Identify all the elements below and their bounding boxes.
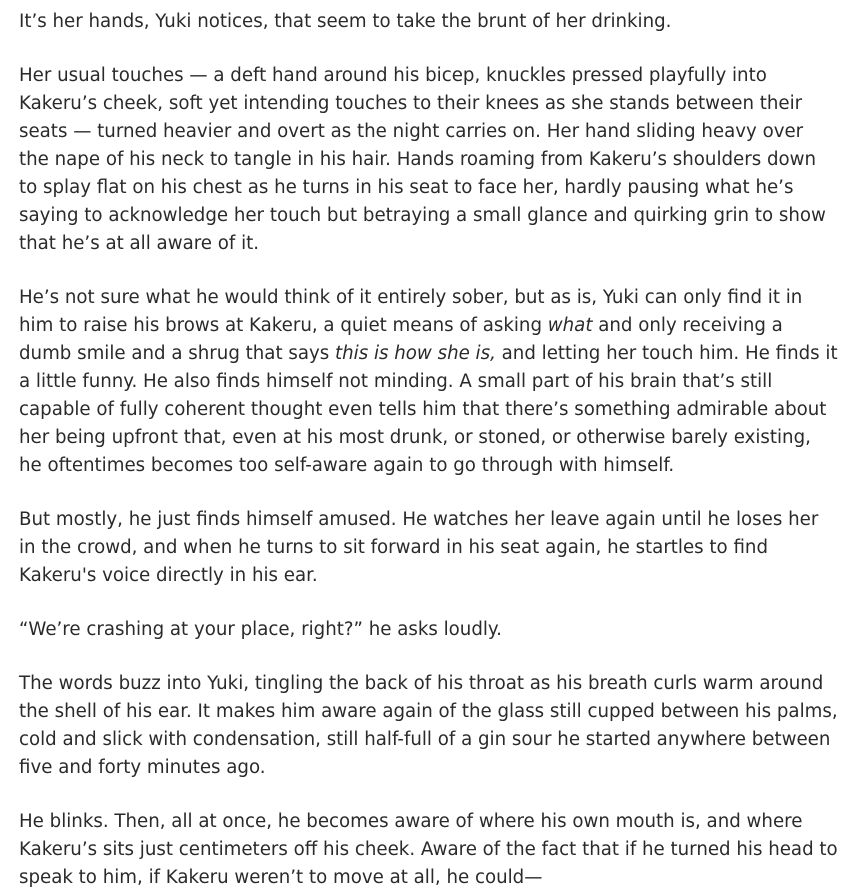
paragraph — [19, 8, 838, 36]
paragraph — [19, 506, 838, 590]
italic-text-run: this is how she is, — [335, 343, 496, 364]
italic-text-run: what — [547, 315, 593, 336]
text-run: and only receiving a dumb smile and a shrug that says — [19, 315, 783, 364]
text-run: It’s her hands, Yuki notices, that seem to take the brunt of her drinking. — [19, 11, 672, 32]
text-run: and letting her touch him. He finds it a little funny. He also finds himself not minding. A small part of his brain that’s still capable of fully coherent thought even tells him that there’s something admirable about her being upfront that, even at his most drunk, or stoned, or otherwise barely existing, he oftentimes becomes too self-aware again to go through with himself. — [19, 343, 838, 476]
paragraph — [19, 62, 838, 258]
text-run: The words buzz into Yuki, tingling the back of his throat as his breath curls warm around the shell of his ear. It makes him aware again of the glass still cupped between his palms, cold and slick with condensation, still half-full of a gin sour he started anywhere between five and forty minutes ago. — [19, 673, 838, 778]
text-run: Her usual touches — a deft hand around his bicep, knuckles pressed playfully into Kakeru’s cheek, soft yet intending touches to their knees as she stands between their seats — turned heavier and overt as the night carries on. Her hand sliding heavy over the nape of his neck to tangle in his hair. Hands roaming from Kakeru’s shoulders down to splay flat on his chest as he turns in his seat to face her, hardly pausing what he’s saying to acknowledge her touch but betraying a small glance and quirking grin to show that he’s at all aware of it. — [19, 65, 826, 254]
paragraph — [19, 616, 838, 644]
dialogue-line: “We’re crashing at your place, right?” he asks loudly. — [19, 619, 502, 640]
paragraph — [19, 808, 838, 892]
text-run: He blinks. Then, all at once, he becomes aware of where his own mouth is, and where Kakeru’s sits just centimeters off his cheek. Aware of the fact that if he turned his head to speak to him, if Kakeru weren’t to move at all, he could— — [19, 811, 838, 888]
paragraph — [19, 284, 838, 480]
text-run: He’s not sure what he would think of it entirely sober, but as is, Yuki can only find it in him to raise his brows at Kakeru, a quiet means of asking — [19, 287, 803, 336]
paragraph — [19, 670, 838, 782]
text-run: But mostly, he just finds himself amused. He watches her leave again until he loses her in the crowd, and when he turns to sit forward in his seat again, he startles to find Kakeru's voice directly in his ear. — [19, 509, 819, 586]
